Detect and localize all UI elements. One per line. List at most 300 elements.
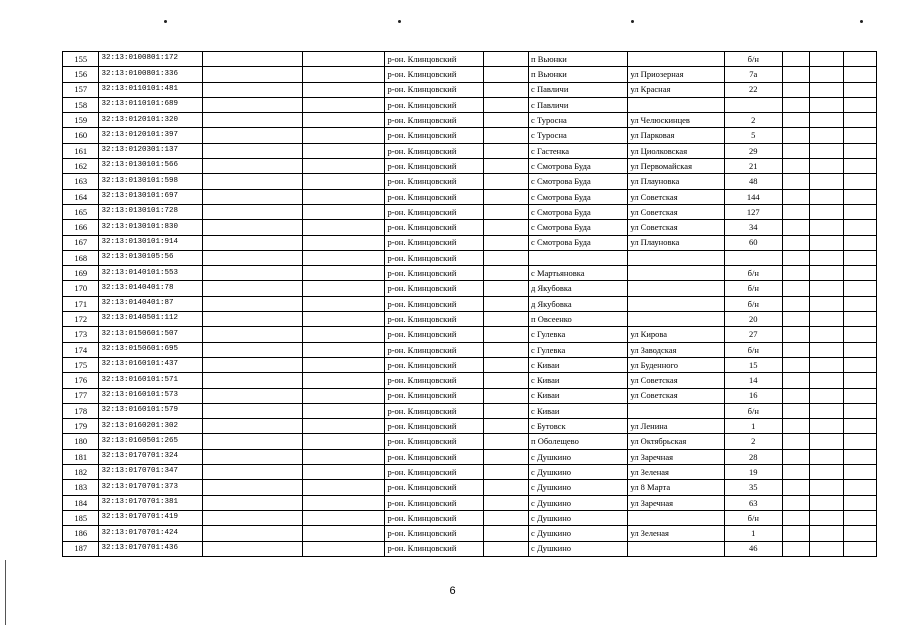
empty-cell — [203, 220, 302, 235]
empty-cell — [302, 541, 385, 556]
street-cell: ул Приозерная — [628, 67, 724, 82]
empty-cell — [203, 510, 302, 525]
table-row — [63, 143, 877, 158]
row-number-cell: 160 — [63, 128, 99, 143]
table-row — [63, 220, 877, 235]
empty-cell — [783, 266, 810, 281]
cadastral-number-cell: 32:13:0160101:571 — [99, 373, 203, 388]
empty-cell — [483, 281, 528, 296]
empty-cell — [203, 480, 302, 495]
settlement-cell: с Киваи — [529, 373, 628, 388]
empty-cell — [843, 480, 876, 495]
street-cell: ул Парковая — [628, 128, 724, 143]
empty-cell — [203, 52, 302, 67]
settlement-cell: с Смотрова Буда — [529, 220, 628, 235]
empty-cell — [302, 342, 385, 357]
empty-cell — [302, 388, 385, 403]
table-row — [63, 159, 877, 174]
empty-cell — [203, 204, 302, 219]
empty-cell — [483, 388, 528, 403]
district-cell: р-он. Клинцовский — [385, 52, 483, 67]
empty-cell — [843, 526, 876, 541]
empty-cell — [783, 159, 810, 174]
empty-cell — [203, 312, 302, 327]
house-number-cell: 2 — [724, 434, 783, 449]
empty-cell — [302, 220, 385, 235]
cadastral-number-cell: 32:13:0140501:112 — [99, 312, 203, 327]
empty-cell — [809, 357, 843, 372]
street-cell: ул Плауновка — [628, 174, 724, 189]
table-row — [63, 296, 877, 311]
register-rows — [63, 52, 877, 557]
empty-cell — [483, 266, 528, 281]
street-cell: ул Плауновка — [628, 235, 724, 250]
empty-cell — [483, 52, 528, 67]
street-cell: ул Советская — [628, 373, 724, 388]
row-number-cell: 167 — [63, 235, 99, 250]
district-cell: р-он. Клинцовский — [385, 526, 483, 541]
table-row — [63, 174, 877, 189]
empty-cell — [203, 403, 302, 418]
empty-cell — [783, 373, 810, 388]
empty-cell — [809, 235, 843, 250]
table-row — [63, 312, 877, 327]
table-row — [63, 52, 877, 67]
table-row — [63, 434, 877, 449]
street-cell: ул Первомайская — [628, 159, 724, 174]
table-row — [63, 465, 877, 480]
empty-cell — [783, 204, 810, 219]
settlement-cell — [529, 250, 628, 265]
house-number-cell: 19 — [724, 465, 783, 480]
district-cell: р-он. Клинцовский — [385, 159, 483, 174]
row-number-cell: 162 — [63, 159, 99, 174]
house-number-cell: 7а — [724, 67, 783, 82]
empty-cell — [483, 541, 528, 556]
empty-cell — [783, 220, 810, 235]
cadastral-number-cell: 32:13:0140401:87 — [99, 296, 203, 311]
empty-cell — [302, 327, 385, 342]
row-number-cell: 183 — [63, 480, 99, 495]
row-number-cell: 165 — [63, 204, 99, 219]
district-cell: р-он. Клинцовский — [385, 113, 483, 128]
empty-cell — [783, 113, 810, 128]
empty-cell — [843, 434, 876, 449]
empty-cell — [809, 97, 843, 112]
empty-cell — [843, 510, 876, 525]
settlement-cell: с Смотрова Буда — [529, 159, 628, 174]
empty-cell — [843, 97, 876, 112]
house-number-cell: 14 — [724, 373, 783, 388]
district-cell: р-он. Клинцовский — [385, 495, 483, 510]
empty-cell — [203, 388, 302, 403]
empty-cell — [203, 327, 302, 342]
empty-cell — [809, 189, 843, 204]
empty-cell — [302, 419, 385, 434]
empty-cell — [483, 189, 528, 204]
empty-cell — [843, 296, 876, 311]
page-number: 6 — [449, 585, 456, 597]
district-cell: р-он. Клинцовский — [385, 143, 483, 158]
empty-cell — [783, 143, 810, 158]
table-row — [63, 204, 877, 219]
street-cell: ул Челюскинцев — [628, 113, 724, 128]
street-cell — [628, 52, 724, 67]
empty-cell — [843, 67, 876, 82]
street-cell: ул Заречная — [628, 495, 724, 510]
district-cell: р-он. Клинцовский — [385, 220, 483, 235]
empty-cell — [302, 510, 385, 525]
empty-cell — [203, 97, 302, 112]
empty-cell — [203, 541, 302, 556]
empty-cell — [302, 128, 385, 143]
cadastral-number-cell: 32:13:0170701:381 — [99, 495, 203, 510]
empty-cell — [483, 235, 528, 250]
empty-cell — [203, 495, 302, 510]
house-number-cell: 127 — [724, 204, 783, 219]
house-number-cell: 2 — [724, 113, 783, 128]
cadastral-number-cell: 32:13:0120101:320 — [99, 113, 203, 128]
row-number-cell: 184 — [63, 495, 99, 510]
row-number-cell: 168 — [63, 250, 99, 265]
empty-cell — [809, 52, 843, 67]
settlement-cell: с Смотрова Буда — [529, 174, 628, 189]
district-cell: р-он. Клинцовский — [385, 67, 483, 82]
empty-cell — [809, 342, 843, 357]
empty-cell — [203, 342, 302, 357]
empty-cell — [483, 403, 528, 418]
district-cell: р-он. Клинцовский — [385, 342, 483, 357]
settlement-cell: д Якубовка — [529, 296, 628, 311]
empty-cell — [483, 373, 528, 388]
empty-cell — [302, 465, 385, 480]
cadastral-number-cell: 32:13:0170701:373 — [99, 480, 203, 495]
table-row — [63, 128, 877, 143]
empty-cell — [302, 403, 385, 418]
empty-cell — [483, 67, 528, 82]
settlement-cell: п Вьюнки — [529, 52, 628, 67]
empty-cell — [843, 220, 876, 235]
empty-cell — [483, 113, 528, 128]
row-number-cell: 156 — [63, 67, 99, 82]
empty-cell — [809, 312, 843, 327]
empty-cell — [783, 128, 810, 143]
empty-cell — [783, 296, 810, 311]
empty-cell — [843, 449, 876, 464]
empty-cell — [783, 419, 810, 434]
empty-cell — [302, 52, 385, 67]
row-number-cell: 155 — [63, 52, 99, 67]
settlement-cell: п Оболещево — [529, 434, 628, 449]
cadastral-number-cell: 32:13:0130101:566 — [99, 159, 203, 174]
empty-cell — [783, 189, 810, 204]
street-cell: ул Советская — [628, 388, 724, 403]
empty-cell — [203, 296, 302, 311]
empty-cell — [809, 510, 843, 525]
table-row — [63, 495, 877, 510]
house-number-cell: 22 — [724, 82, 783, 97]
empty-cell — [809, 434, 843, 449]
empty-cell — [809, 220, 843, 235]
empty-cell — [483, 342, 528, 357]
register-table — [62, 51, 877, 557]
scan-dot-1 — [164, 20, 167, 23]
empty-cell — [302, 480, 385, 495]
empty-cell — [809, 143, 843, 158]
empty-cell — [809, 204, 843, 219]
district-cell: р-он. Клинцовский — [385, 128, 483, 143]
settlement-cell: с Душкино — [529, 510, 628, 525]
empty-cell — [203, 434, 302, 449]
empty-cell — [203, 189, 302, 204]
cadastral-number-cell: 32:13:0160101:573 — [99, 388, 203, 403]
row-number-cell: 172 — [63, 312, 99, 327]
row-number-cell: 170 — [63, 281, 99, 296]
row-number-cell: 181 — [63, 449, 99, 464]
table-row — [63, 449, 877, 464]
row-number-cell: 164 — [63, 189, 99, 204]
table-row — [63, 541, 877, 556]
empty-cell — [783, 82, 810, 97]
settlement-cell: с Павличи — [529, 82, 628, 97]
empty-cell — [783, 510, 810, 525]
empty-cell — [783, 434, 810, 449]
settlement-cell: с Душкино — [529, 465, 628, 480]
house-number-cell: 35 — [724, 480, 783, 495]
settlement-cell: с Киваи — [529, 403, 628, 418]
cadastral-number-cell: 32:13:0160201:302 — [99, 419, 203, 434]
settlement-cell: с Гулевка — [529, 342, 628, 357]
settlement-cell: с Смотрова Буда — [529, 235, 628, 250]
empty-cell — [783, 541, 810, 556]
empty-cell — [203, 373, 302, 388]
empty-cell — [809, 495, 843, 510]
scan-dot-4 — [860, 20, 863, 23]
street-cell — [628, 296, 724, 311]
district-cell: р-он. Клинцовский — [385, 434, 483, 449]
empty-cell — [302, 495, 385, 510]
street-cell: ул Красная — [628, 82, 724, 97]
district-cell: р-он. Клинцовский — [385, 510, 483, 525]
cadastral-number-cell: 32:13:0170701:347 — [99, 465, 203, 480]
settlement-cell: п Овсеенко — [529, 312, 628, 327]
empty-cell — [809, 327, 843, 342]
empty-cell — [203, 128, 302, 143]
empty-cell — [809, 266, 843, 281]
row-number-cell: 169 — [63, 266, 99, 281]
cadastral-number-cell: 32:13:0130101:914 — [99, 235, 203, 250]
empty-cell — [783, 174, 810, 189]
street-cell: ул Буденного — [628, 357, 724, 372]
district-cell: р-он. Клинцовский — [385, 541, 483, 556]
district-cell: р-он. Клинцовский — [385, 419, 483, 434]
empty-cell — [783, 403, 810, 418]
house-number-cell: б/н — [724, 296, 783, 311]
empty-cell — [203, 266, 302, 281]
empty-cell — [483, 296, 528, 311]
empty-cell — [783, 357, 810, 372]
empty-cell — [302, 189, 385, 204]
empty-cell — [302, 373, 385, 388]
empty-cell — [302, 312, 385, 327]
empty-cell — [809, 250, 843, 265]
empty-cell — [783, 235, 810, 250]
empty-cell — [843, 373, 876, 388]
house-number-cell: 20 — [724, 312, 783, 327]
house-number-cell: б/н — [724, 510, 783, 525]
empty-cell — [483, 143, 528, 158]
empty-cell — [302, 281, 385, 296]
empty-cell — [783, 480, 810, 495]
empty-cell — [843, 357, 876, 372]
street-cell — [628, 266, 724, 281]
empty-cell — [203, 281, 302, 296]
scan-dot-3 — [631, 20, 634, 23]
settlement-cell: с Туросна — [529, 113, 628, 128]
cadastral-number-cell: 32:13:0130101:598 — [99, 174, 203, 189]
row-number-cell: 187 — [63, 541, 99, 556]
empty-cell — [483, 526, 528, 541]
settlement-cell: д Якубовка — [529, 281, 628, 296]
settlement-cell: с Смотрова Буда — [529, 204, 628, 219]
district-cell: р-он. Клинцовский — [385, 97, 483, 112]
district-cell: р-он. Клинцовский — [385, 281, 483, 296]
empty-cell — [483, 159, 528, 174]
settlement-cell: с Душкино — [529, 495, 628, 510]
empty-cell — [809, 403, 843, 418]
street-cell: ул Советская — [628, 204, 724, 219]
empty-cell — [843, 342, 876, 357]
district-cell: р-он. Клинцовский — [385, 449, 483, 464]
house-number-cell: 34 — [724, 220, 783, 235]
district-cell: р-он. Клинцовский — [385, 403, 483, 418]
district-cell: р-он. Клинцовский — [385, 296, 483, 311]
settlement-cell: с Киваи — [529, 388, 628, 403]
empty-cell — [809, 296, 843, 311]
district-cell: р-он. Клинцовский — [385, 204, 483, 219]
empty-cell — [809, 526, 843, 541]
empty-cell — [843, 143, 876, 158]
empty-cell — [843, 495, 876, 510]
cadastral-number-cell: 32:13:0130101:697 — [99, 189, 203, 204]
row-number-cell: 180 — [63, 434, 99, 449]
row-number-cell: 159 — [63, 113, 99, 128]
house-number-cell: 28 — [724, 449, 783, 464]
table-row — [63, 235, 877, 250]
empty-cell — [843, 465, 876, 480]
empty-cell — [483, 312, 528, 327]
settlement-cell: с Туросна — [529, 128, 628, 143]
empty-cell — [483, 204, 528, 219]
empty-cell — [783, 250, 810, 265]
empty-cell — [302, 67, 385, 82]
cadastral-number-cell: 32:13:0170701:419 — [99, 510, 203, 525]
empty-cell — [483, 480, 528, 495]
row-number-cell: 182 — [63, 465, 99, 480]
district-cell: р-он. Клинцовский — [385, 327, 483, 342]
house-number-cell: б/н — [724, 342, 783, 357]
house-number-cell: 16 — [724, 388, 783, 403]
district-cell: р-он. Клинцовский — [385, 82, 483, 97]
empty-cell — [483, 419, 528, 434]
cadastral-number-cell: 32:13:0150601:695 — [99, 342, 203, 357]
cadastral-number-cell: 32:13:0130101:830 — [99, 220, 203, 235]
street-cell — [628, 312, 724, 327]
empty-cell — [483, 357, 528, 372]
house-number-cell: 29 — [724, 143, 783, 158]
empty-cell — [843, 281, 876, 296]
empty-cell — [483, 128, 528, 143]
cadastral-number-cell: 32:13:0140101:553 — [99, 266, 203, 281]
settlement-cell: с Бутовск — [529, 419, 628, 434]
settlement-cell: с Павличи — [529, 97, 628, 112]
empty-cell — [843, 266, 876, 281]
empty-cell — [843, 327, 876, 342]
house-number-cell: б/н — [724, 403, 783, 418]
empty-cell — [843, 159, 876, 174]
cadastral-number-cell: 32:13:0160501:265 — [99, 434, 203, 449]
street-cell: ул Зеленая — [628, 465, 724, 480]
row-number-cell: 158 — [63, 97, 99, 112]
empty-cell — [302, 357, 385, 372]
settlement-cell: с Душкино — [529, 449, 628, 464]
house-number-cell: 1 — [724, 419, 783, 434]
district-cell: р-он. Клинцовский — [385, 373, 483, 388]
table-row — [63, 480, 877, 495]
empty-cell — [843, 52, 876, 67]
cadastral-number-cell: 32:13:0120101:397 — [99, 128, 203, 143]
cadastral-number-cell: 32:13:0100801:336 — [99, 67, 203, 82]
empty-cell — [783, 312, 810, 327]
house-number-cell: 48 — [724, 174, 783, 189]
row-number-cell: 173 — [63, 327, 99, 342]
empty-cell — [302, 97, 385, 112]
street-cell: ул Советская — [628, 189, 724, 204]
empty-cell — [203, 159, 302, 174]
row-number-cell: 186 — [63, 526, 99, 541]
empty-cell — [809, 128, 843, 143]
table-row — [63, 388, 877, 403]
empty-cell — [203, 143, 302, 158]
street-cell — [628, 250, 724, 265]
empty-cell — [302, 82, 385, 97]
street-cell: ул Заречная — [628, 449, 724, 464]
empty-cell — [203, 235, 302, 250]
street-cell — [628, 97, 724, 112]
table-row — [63, 526, 877, 541]
settlement-cell: с Киваи — [529, 357, 628, 372]
cadastral-number-cell: 32:13:0110101:689 — [99, 97, 203, 112]
empty-cell — [203, 465, 302, 480]
street-cell: ул Циолковская — [628, 143, 724, 158]
table-row — [63, 189, 877, 204]
street-cell: ул 8 Марта — [628, 480, 724, 495]
empty-cell — [203, 67, 302, 82]
house-number-cell: 144 — [724, 189, 783, 204]
empty-cell — [783, 97, 810, 112]
row-number-cell: 179 — [63, 419, 99, 434]
row-number-cell: 178 — [63, 403, 99, 418]
cadastral-number-cell: 32:13:0130105:56 — [99, 250, 203, 265]
empty-cell — [302, 434, 385, 449]
table-row — [63, 97, 877, 112]
empty-cell — [483, 220, 528, 235]
settlement-cell: с Душкино — [529, 526, 628, 541]
row-number-cell: 171 — [63, 296, 99, 311]
street-cell: ул Октябрьская — [628, 434, 724, 449]
table-row — [63, 403, 877, 418]
row-number-cell: 176 — [63, 373, 99, 388]
